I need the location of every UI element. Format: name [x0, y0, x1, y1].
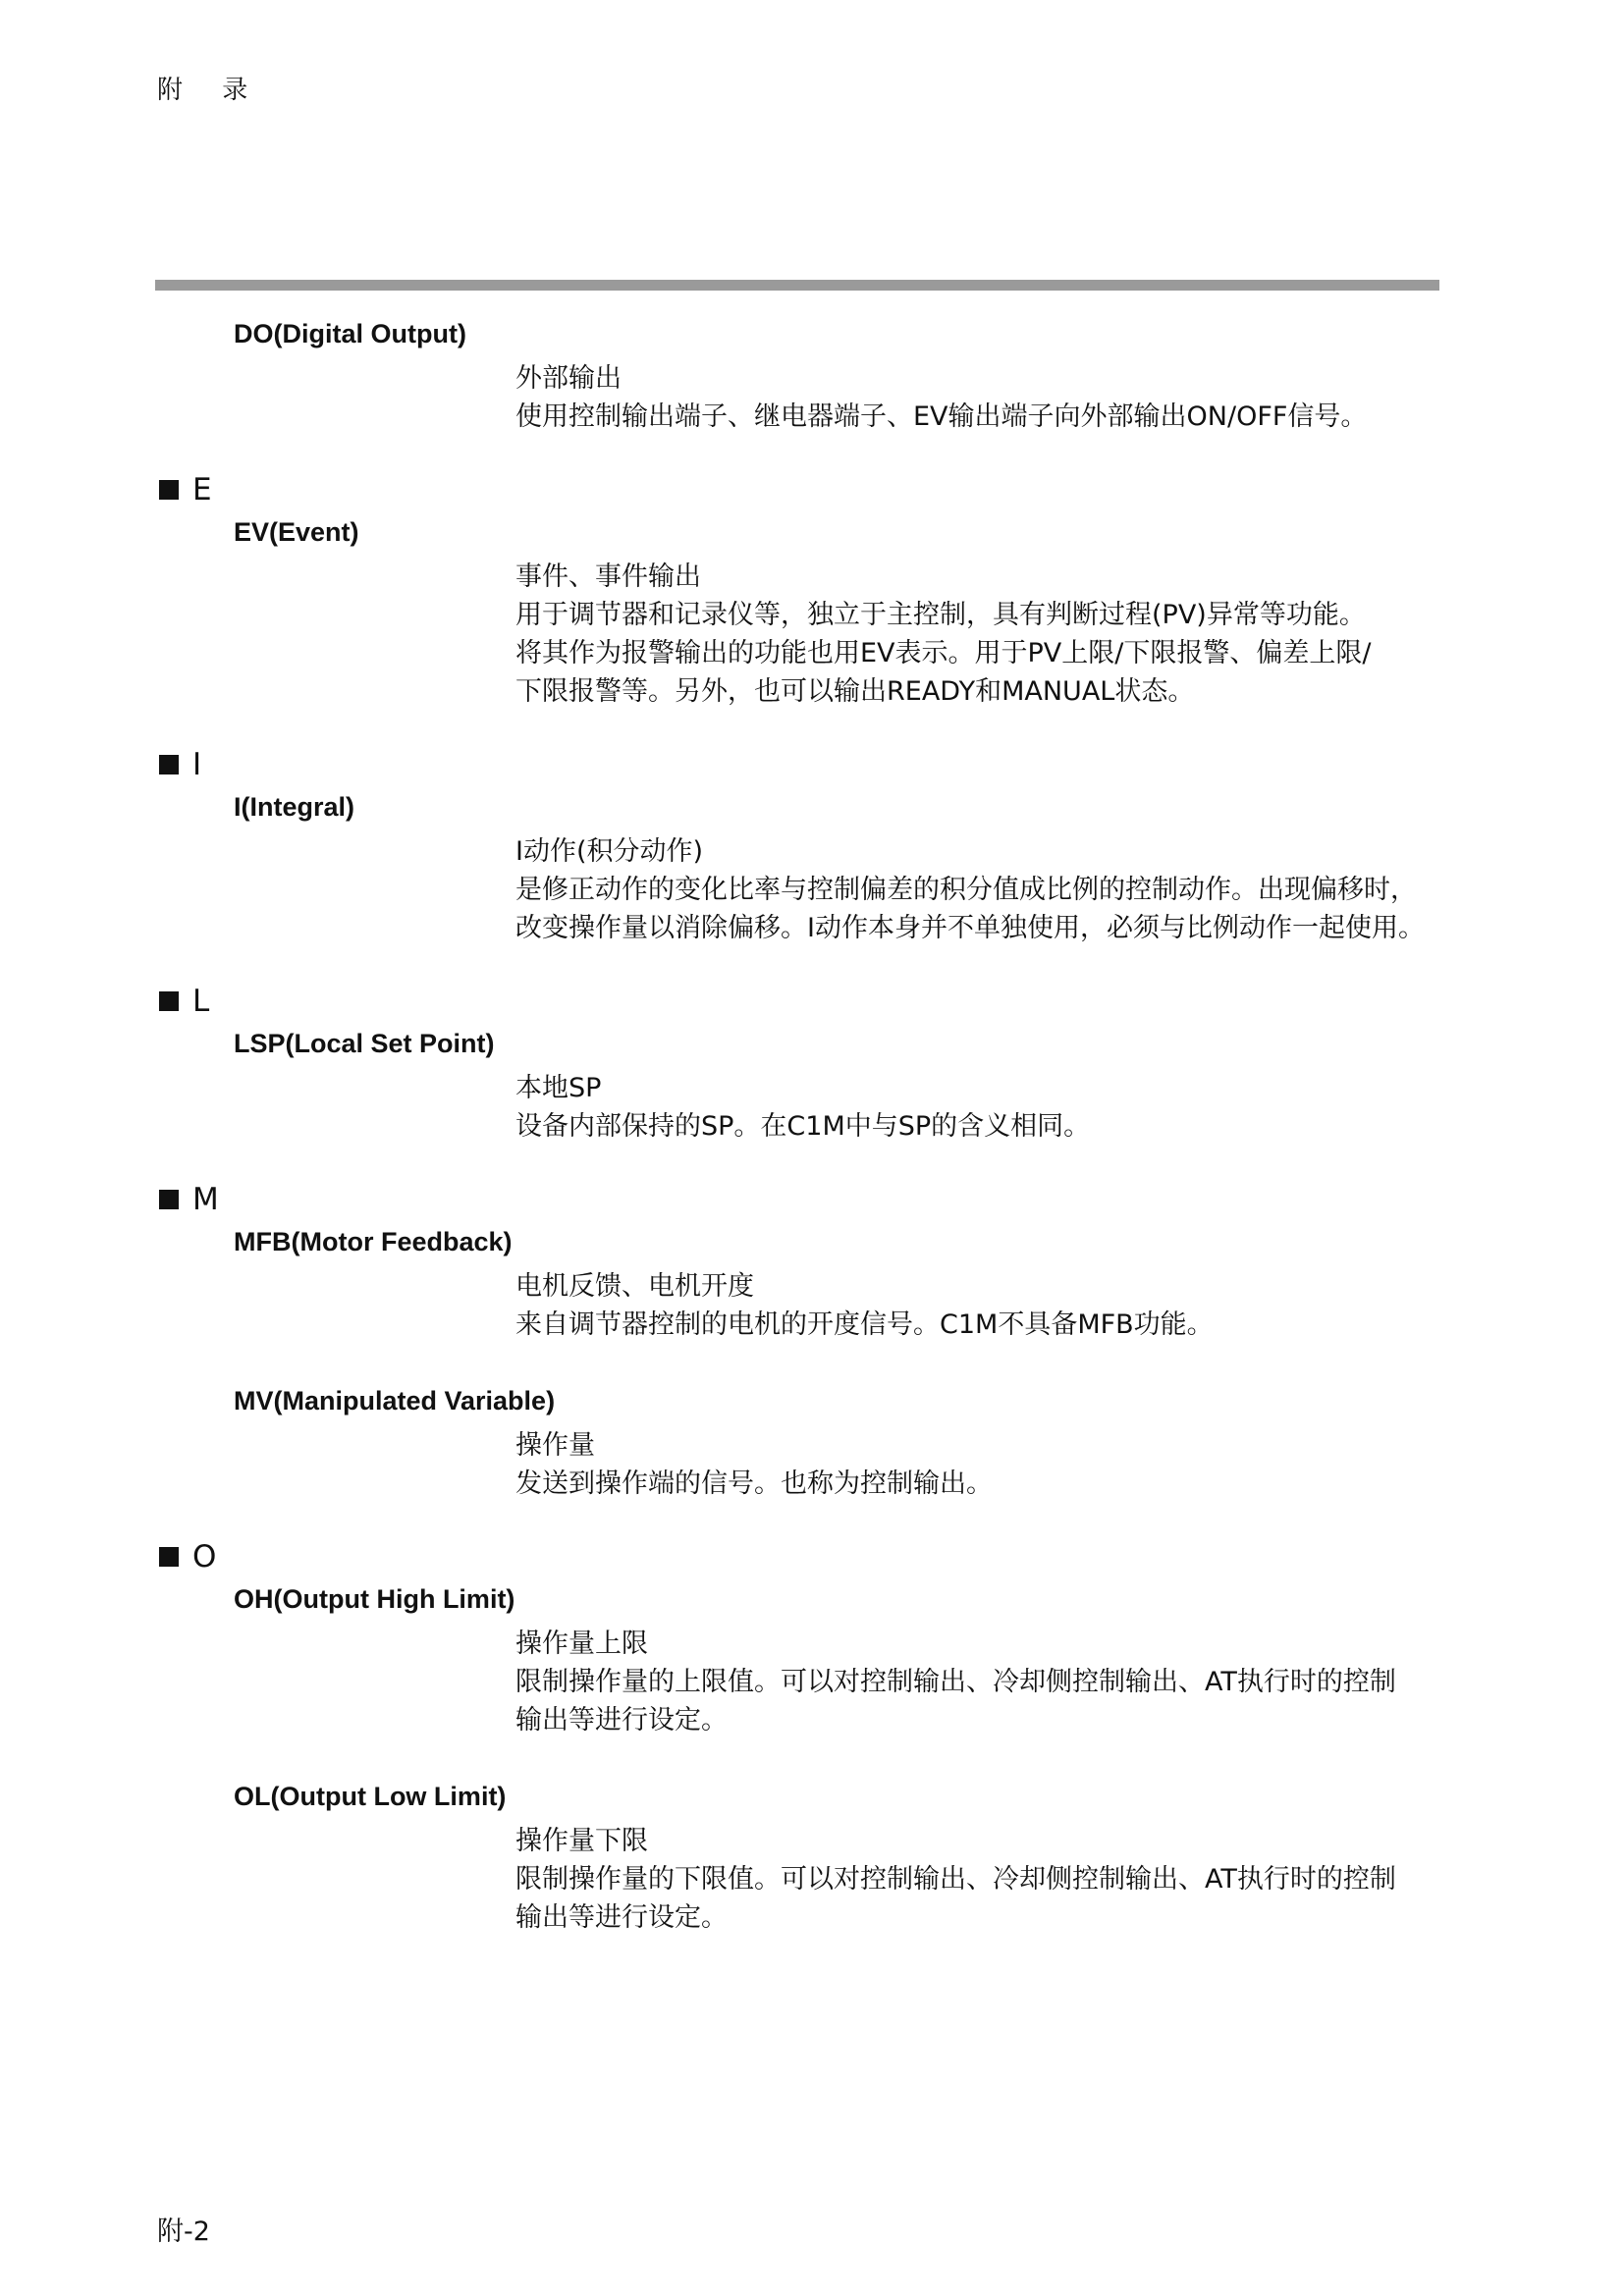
section-heading	[159, 1538, 1624, 1575]
glossary-definition	[515, 558, 1443, 711]
page-number: 附-2	[157, 2216, 210, 2247]
definition-line: 用于调节器和记录仪等，独立于主控制，具有判断过程(PV)异常等功能。	[515, 600, 1366, 630]
glossary-definition	[515, 1625, 1443, 1739]
glossary-section	[0, 314, 1624, 436]
glossary-entry	[0, 314, 1624, 436]
definition-line: 本地SP	[515, 1073, 602, 1103]
glossary-term: MV(Manipulated Variable)	[234, 1386, 556, 1415]
glossary-definition	[515, 1822, 1443, 1937]
definition-line: 操作量上限	[515, 1629, 648, 1659]
definition-line: 将其作为报警输出的功能也用EV表示。用于PV上限/下限报警、偏差上限/	[515, 638, 1372, 668]
definition-line: 是修正动作的变化比率与控制偏差的积分值成比例的控制动作。出现偏移时，	[515, 875, 1417, 905]
glossary-entry	[0, 787, 1624, 947]
glossary-definition	[515, 832, 1443, 947]
definition-line: 发送到操作端的信号。也称为控制输出。	[515, 1468, 993, 1499]
definition-line: 外部输出	[515, 363, 622, 394]
square-bullet-icon	[159, 755, 179, 774]
glossary-term: DO(Digital Output)	[234, 319, 466, 348]
section-letter: L	[192, 984, 210, 1019]
definition-line: 操作量下限	[515, 1826, 648, 1856]
section-letter: I	[192, 747, 202, 782]
glossary-section	[0, 471, 1624, 711]
square-bullet-icon	[159, 480, 179, 500]
glossary-entry	[0, 1024, 1624, 1146]
square-bullet-icon	[159, 1190, 179, 1209]
section-heading	[159, 983, 1624, 1020]
glossary-section	[0, 1538, 1624, 1937]
glossary-term: I(Integral)	[234, 792, 355, 822]
glossary-term: OL(Output Low Limit)	[234, 1782, 507, 1811]
section-heading	[159, 1181, 1624, 1218]
glossary-term: LSP(Local Set Point)	[234, 1029, 495, 1058]
top-divider	[155, 280, 1439, 291]
glossary-entry	[0, 512, 1624, 711]
page-header-title: 附 录	[157, 76, 264, 105]
section-heading	[159, 471, 1624, 508]
glossary-definition	[515, 1426, 1443, 1503]
definition-line: 限制操作量的下限值。可以对控制输出、冷却侧控制输出、AT执行时的控制	[515, 1864, 1396, 1895]
definition-line: 下限报警等。另外，也可以输出READY和MANUAL状态。	[515, 676, 1195, 707]
definition-line: 电机反馈、电机开度	[515, 1271, 754, 1302]
definition-line: 来自调节器控制的电机的开度信号。C1M不具备MFB功能。	[515, 1309, 1214, 1340]
glossary-entry	[0, 1222, 1624, 1344]
glossary-entry	[0, 1579, 1624, 1739]
square-bullet-icon	[159, 1547, 179, 1567]
definition-line: I动作(积分动作)	[515, 836, 704, 867]
glossary-term: EV(Event)	[234, 517, 359, 547]
section-letter: M	[192, 1182, 219, 1217]
definition-line: 输出等进行设定。	[515, 1902, 728, 1933]
definition-line: 操作量	[515, 1430, 595, 1461]
definition-line: 设备内部保持的SP。在C1M中与SP的含义相同。	[515, 1111, 1091, 1142]
section-heading	[159, 746, 1624, 783]
glossary-section	[0, 983, 1624, 1146]
glossary-content	[0, 314, 1624, 1937]
glossary-section	[0, 746, 1624, 947]
definition-line: 改变操作量以消除偏移。I动作本身并不单独使用，必须与比例动作一起使用。	[515, 913, 1425, 943]
definition-line: 使用控制输出端子、继电器端子、EV输出端子向外部输出ON/OFF信号。	[515, 401, 1368, 432]
glossary-term: MFB(Motor Feedback)	[234, 1227, 513, 1256]
glossary-entry	[0, 1381, 1624, 1503]
glossary-definition	[515, 1069, 1443, 1146]
glossary-definition	[515, 1267, 1443, 1344]
glossary-section	[0, 1181, 1624, 1503]
definition-line: 事件、事件输出	[515, 561, 701, 592]
definition-line: 限制操作量的上限值。可以对控制输出、冷却侧控制输出、AT执行时的控制	[515, 1667, 1396, 1697]
glossary-entry	[0, 1777, 1624, 1937]
definition-line: 输出等进行设定。	[515, 1705, 728, 1735]
glossary-term: OH(Output High Limit)	[234, 1584, 515, 1614]
square-bullet-icon	[159, 991, 179, 1011]
glossary-definition	[515, 359, 1443, 436]
section-letter: E	[192, 472, 212, 507]
section-letter: O	[192, 1539, 217, 1575]
